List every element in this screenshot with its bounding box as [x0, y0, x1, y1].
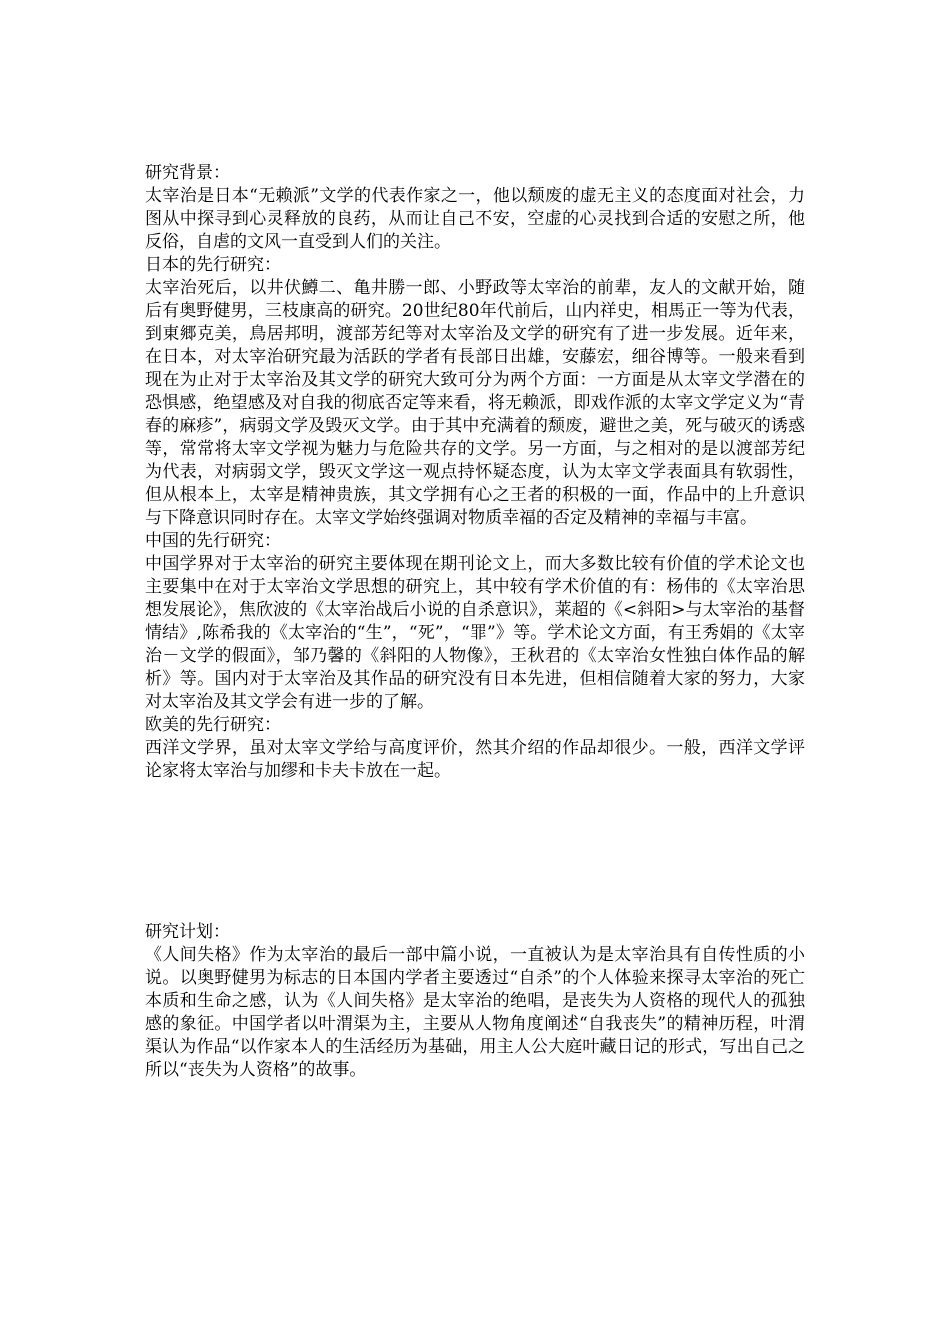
japan-research-paragraph: 太宰治死后，以井伏鱒二、亀井勝一郎、小野政等太宰治的前辈，友人的文献开始，随后有奥野健男，三枝康高的研究。20世纪80年代前后，山内祥史，相馬正一等为代表，到東郷克美，鳥居邦明，渡部芳纪等对太宰治及文学的研究有了进一步发展。近年来，在日本，对太宰治研究最为活跃的学者有長部日出雄，安藤宏，细谷博等。一般来看到现在为止对于太宰治及其文学的研究大致可分为两个方面：一方面是从太宰文学潜在的恐惧感，绝望感及对自我的彻底否定等来看，将无赖派，即戏作派的太宰文学定义为“青春的麻疹”，病弱文学及毁灭文学。由于其中充满着的颓废，避世之美，死与破灭的诱惑等，常常将太宰文学视为魅力与危险共存的文学。另一方面，与之相对的是以渡部芳纪为代表，对病弱文学，毁灭文学这一观点持怀疑态度，认为太宰文学表面具有软弱性，但从根本上，太宰是精神贵族，其文学拥有心之王者的积极的一面，作品中的上升意识与下降意识同时存在。太宰文学始终强调对物质幸福的否定及精神的幸福与丰富。	[145, 278, 805, 528]
western-research-paragraph: 西洋文学界，虽对太宰文学给与高度评价，然其介绍的作品却很少。一般，西洋文学评论家将太宰治与加缪和卡夫卡放在一起。	[145, 738, 805, 781]
western-research-heading: 欧美的先行研究：	[145, 715, 281, 735]
background-paragraph: 太宰治是日本“无赖派”文学的代表作家之一，他以颓废的虚无主义的态度面对社会，力图从中探寻到心灵释放的良药，从而让自己不安，空虚的心灵找到合适的安慰之所，他反俗，自虐的文风一直受到人们的关注。	[145, 186, 805, 252]
section-spacer	[145, 783, 805, 921]
china-research-paragraph: 中国学界对于太宰治的研究主要体现在期刊论文上，而大多数比较有价值的学术论文也主要集中在对于太宰治文学思想的研究上，其中较有学术价值的有：杨伟的《太宰治思想发展论》，焦欣波的《太宰治战后小说的自杀意识》，莱超的《<斜阳>与太宰治的基督情结》,陈希我的《太宰治的“生”，“死”，“罪”》等。学术论文方面，有王秀娟的《太宰治－文学的假面》，邹乃馨的《斜阳的人物像》，王秋君的《太宰治女性独白体作品的解析》等。国内对于太宰治及其作品的研究没有日本先进，但相信随着大家的努力，大家对太宰治及其文学会有进一步的了解。	[145, 554, 805, 712]
document-body	[145, 162, 805, 1082]
background-heading: 研究背景：	[145, 163, 230, 183]
china-research-heading: 中国的先行研究：	[145, 531, 281, 551]
plan-heading: 研究计划：	[145, 922, 230, 942]
plan-paragraph: 《人间失格》作为太宰治的最后一部中篇小说，一直被认为是太宰治具有自传性质的小说。以奥野健男为标志的日本国内学者主要透过“自杀”的个人体验来探寻太宰治的死亡本质和生命之感，认为《人间失格》是太宰治的绝唱，是丧失为人资格的现代人的孤独感的象征。中国学者以叶渭渠为主，主要从人物角度阐述“自我丧失”的精神历程，叶渭渠认为作品“以作家本人的生活经历为基础，用主人公大庭叶藏日记的形式，写出自己之所以“丧失为人资格”的故事。	[145, 945, 805, 1080]
japan-research-heading: 日本的先行研究：	[145, 255, 281, 275]
